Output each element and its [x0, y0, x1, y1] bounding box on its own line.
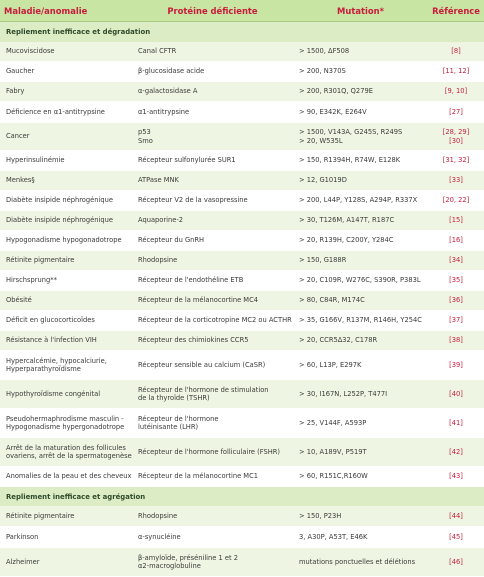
protein-cell: [132, 256, 293, 264]
disease-cell: [0, 47, 132, 55]
disease-cell-line: Hyperparathyroïdisme: [6, 365, 81, 373]
protein-cell-line: Aquaporine-2: [138, 216, 184, 225]
protein-cell-line: Récepteur de la mélanocortine MC4: [138, 296, 258, 305]
reference-cell[interactable]: [428, 128, 484, 145]
protein-cell-line: Récepteur des chimiokines CCR5: [138, 336, 249, 345]
disease-cell-line: Résistance à l'infection VIH: [6, 336, 97, 345]
disease-cell-line: Déficience en α1-antitrypsine: [6, 107, 105, 116]
protein-cell-line: Récepteur V2 de la vasopressine: [138, 196, 248, 205]
table-row: [0, 231, 484, 251]
reference-cell-line: [35]: [449, 276, 463, 285]
reference-cell-line: [39]: [449, 360, 463, 369]
reference-cell-line: [45]: [449, 532, 463, 541]
protein-cell-line: ATPase MNK: [138, 176, 179, 185]
protein-cell: [132, 47, 293, 55]
protein-cell: [132, 128, 293, 145]
protein-cell-line: lutéinisante (LHR): [138, 423, 199, 431]
protein-cell: [132, 386, 293, 403]
mutation-cell: [293, 156, 428, 164]
reference-cell-line: [28, 29]: [442, 128, 470, 137]
reference-cell-line: [41]: [449, 418, 463, 427]
protein-cell-line: Récepteur de l'endothéline ETB: [138, 276, 244, 285]
table-row: [0, 251, 484, 271]
mutation-cell: [293, 87, 428, 95]
mutation-cell: [293, 419, 428, 427]
mutation-cell: [293, 216, 428, 224]
protein-cell: [132, 361, 293, 369]
disease-cell-line: Alzheimer: [6, 557, 40, 566]
reference-cell-line: [38]: [449, 336, 463, 345]
mutation-cell: [293, 558, 428, 566]
disease-cell: [0, 533, 132, 541]
reference-cell[interactable]: [428, 216, 484, 224]
mutation-cell-line: > 90, E342K, E264V: [299, 107, 367, 116]
reference-cell[interactable]: [428, 108, 484, 116]
mutation-cell-line: > 150, P23H: [299, 511, 342, 520]
protein-cell-line: Récepteur de l'hormone de stimulation: [138, 385, 269, 394]
disease-cell-line: Hypercalcémie, hypocalciurie,: [6, 356, 107, 365]
reference-cell-line: [37]: [449, 316, 463, 325]
mutation-cell-line: 3, A30P, A53T, E46K: [299, 532, 368, 541]
disease-cell: [0, 357, 132, 374]
protein-cell: [132, 316, 293, 324]
mutation-cell-line: > 200, N370S: [299, 67, 346, 76]
disease-cell: [0, 336, 132, 344]
table-row: [0, 151, 484, 171]
reference-cell[interactable]: [428, 296, 484, 304]
mutation-cell-line: > 20, R139H, C200Y, Y284C: [299, 236, 394, 245]
disease-cell: [0, 176, 132, 184]
reference-cell-line: [44]: [449, 511, 463, 520]
protein-cell-line: Rhodopsine: [138, 256, 178, 265]
reference-cell[interactable]: [428, 361, 484, 369]
table-row: [0, 311, 484, 331]
reference-cell-line: [30]: [449, 136, 463, 145]
section-header: Repliement inefficace et agrégation: [0, 487, 484, 506]
disease-cell-line: Diabète insipide néphrogénique: [6, 216, 113, 225]
mutation-cell: [293, 67, 428, 75]
mutation-cell-line: > 1500, V143A, G245S, R249S: [299, 128, 403, 137]
table-row: [0, 42, 484, 62]
mutation-cell-line: mutations ponctuelles et délétions: [299, 557, 416, 566]
protein-cell-line: Récepteur de la mélanocortine MC1: [138, 472, 258, 481]
protein-cell: [132, 67, 293, 75]
protein-cell-line: α-galactosidase A: [138, 87, 198, 96]
disease-cell-line: Hypogonadisme hypergonadotrope: [6, 423, 125, 431]
section-header: Repliement inefficace et dégradation: [0, 22, 484, 42]
reference-cell-line: [11, 12]: [442, 67, 470, 76]
reference-cell-line: [42]: [449, 447, 463, 456]
protein-cell-line: β-amyloïde, préséniline 1 et 2: [138, 553, 239, 562]
reference-cell[interactable]: [428, 533, 484, 541]
protein-cell: [132, 336, 293, 344]
disease-cell-line: Déficit en glucocorticoïdes: [6, 316, 95, 325]
header-reference: Référence: [432, 5, 480, 16]
mutation-cell-line: > 25, V144F, A593P: [299, 418, 367, 427]
reference-cell[interactable]: [428, 176, 484, 184]
disease-cell: [0, 216, 132, 224]
protein-cell: [132, 196, 293, 204]
mutation-cell: [293, 390, 428, 398]
reference-cell-line: [31, 32]: [442, 156, 470, 165]
header-disease: Maladie/anomalie: [4, 5, 88, 16]
mutation-cell-line: > 1500, ΔF508: [299, 47, 350, 56]
disease-cell: [0, 276, 132, 284]
protein-cell: [132, 276, 293, 284]
protein-cell-line: de la thyroïde (TSHR): [138, 394, 210, 402]
mutation-cell: [293, 336, 428, 344]
mutation-cell-line: > 20, C109R, W276C, S390R, P383L: [299, 276, 421, 285]
table-row: [0, 548, 484, 577]
disease-cell-line: Cancer: [6, 132, 30, 141]
protein-cell: [132, 512, 293, 520]
disease-cell: [0, 196, 132, 204]
disease-cell: [0, 256, 132, 264]
table-row: [0, 102, 484, 123]
mutation-cell-line: > 150, R1394H, R74W, E128K: [299, 156, 401, 165]
disease-cell-line: Hyperinsulinémie: [6, 156, 65, 165]
table-row: [0, 191, 484, 211]
reference-cell[interactable]: [428, 512, 484, 520]
protein-cell: [132, 472, 293, 480]
protein-cell-line: Récepteur sensible au calcium (CaSR): [138, 360, 266, 369]
disease-cell-line: Fabry: [6, 87, 25, 96]
disease-cell-line: Rétinite pigmentaire: [6, 256, 75, 265]
header-mutation: Mutation*: [337, 5, 384, 16]
disease-cell: [0, 512, 132, 520]
disease-cell: [0, 156, 132, 164]
mutation-cell: [293, 256, 428, 264]
protein-cell-line: Récepteur de l'hormone: [138, 414, 219, 423]
mutation-cell: [293, 196, 428, 204]
mutation-cell: [293, 316, 428, 324]
disease-cell-line: Diabète insipide néphrogénique: [6, 196, 113, 205]
reference-cell-line: [9, 10]: [444, 87, 468, 96]
mutation-cell: [293, 361, 428, 369]
mutation-cell-line: > 12, G1019D: [299, 176, 347, 185]
reference-cell-line: [34]: [449, 256, 463, 265]
disease-cell-line: Pseudohermaphrodisme masculin -: [6, 414, 124, 423]
table-row: [0, 211, 484, 231]
disease-cell-line: Mucoviscidose: [6, 47, 55, 56]
protein-cell: [132, 296, 293, 304]
table-row: [0, 467, 484, 487]
protein-cell: [132, 156, 293, 164]
mutation-cell-line: > 30, I167N, L252P, T477I: [299, 389, 388, 398]
header-protein: Protéine déficiente: [167, 5, 258, 16]
mutation-cell: [293, 128, 428, 145]
table-row: [0, 171, 484, 191]
reference-cell-line: [33]: [449, 176, 463, 185]
protein-cell: [132, 176, 293, 184]
mutation-cell-line: > 60, L13P, E297K: [299, 360, 362, 369]
disease-cell: [0, 67, 132, 75]
disease-cell-line: Hirschsprung**: [6, 276, 57, 285]
reference-cell[interactable]: [428, 156, 484, 164]
mutation-cell: [293, 512, 428, 520]
reference-cell[interactable]: [428, 448, 484, 456]
disease-cell: [0, 390, 132, 398]
protein-cell-line: Récepteur du GnRH: [138, 236, 205, 245]
mutation-cell-line: > 150, G188R: [299, 256, 347, 265]
mutation-cell: [293, 108, 428, 116]
disease-cell: [0, 558, 132, 566]
protein-cell-line: α2-macroglobuline: [138, 562, 201, 570]
protein-cell: [132, 448, 293, 456]
reference-cell-line: [46]: [449, 557, 463, 566]
reference-cell[interactable]: [428, 419, 484, 427]
mutation-cell-line: > 200, R301Q, Q279E: [299, 87, 373, 96]
reference-cell[interactable]: [428, 336, 484, 344]
table-row: [0, 123, 484, 151]
mutation-cell: [293, 47, 428, 55]
mutation-cell: [293, 276, 428, 284]
reference-cell[interactable]: [428, 87, 484, 95]
reference-cell[interactable]: [428, 47, 484, 55]
disease-cell: [0, 236, 132, 244]
disease-cell-line: Gaucher: [6, 67, 35, 76]
protein-cell-line: p53: [138, 128, 151, 137]
table-row: [0, 506, 484, 527]
reference-cell[interactable]: [428, 390, 484, 398]
mutation-cell: [293, 296, 428, 304]
protein-cell-line: Rhodopsine: [138, 511, 178, 520]
mutation-cell-line: > 20, CCR5Δ32, C178R: [299, 336, 378, 345]
protein-cell-line: α-synucléine: [138, 532, 181, 541]
protein-cell: [132, 87, 293, 95]
protein-cell: [132, 108, 293, 116]
table-row: [0, 409, 484, 438]
table-row: [0, 380, 484, 409]
disease-cell: [0, 444, 132, 461]
protein-cell-line: Canal CFTR: [138, 47, 177, 56]
mutation-cell-line: > 10, A189V, P519T: [299, 447, 367, 456]
disease-cell: [0, 87, 132, 95]
disease-cell-line: Hypogonadisme hypogonadotrope: [6, 236, 122, 245]
mutation-cell-line: > 60, R151C,R160W: [299, 472, 368, 481]
disease-cell: [0, 132, 132, 140]
disease-cell: [0, 108, 132, 116]
table-row: [0, 62, 484, 82]
reference-cell-line: [20, 22]: [442, 196, 470, 205]
reference-cell-line: [27]: [449, 107, 463, 116]
reference-cell-line: [16]: [449, 236, 463, 245]
protein-cell: [132, 236, 293, 244]
reference-cell[interactable]: [428, 236, 484, 244]
reference-cell-line: [40]: [449, 389, 463, 398]
reference-cell[interactable]: [428, 558, 484, 566]
disease-cell-line: Menkes§: [6, 176, 35, 185]
mutation-cell-line: > 20, W535L: [299, 136, 343, 145]
table-body: [0, 22, 484, 577]
mutation-cell: [293, 448, 428, 456]
mutation-cell: [293, 176, 428, 184]
disease-cell-line: Rétinite pigmentaire: [6, 511, 75, 520]
table-row: [0, 527, 484, 548]
table-row: [0, 82, 484, 102]
mutation-cell: [293, 533, 428, 541]
table-row: [0, 331, 484, 351]
protein-cell-line: β-glucosidase acide: [138, 67, 205, 76]
mutation-cell-line: > 200, L44P, Y128S, A294P, R337X: [299, 196, 418, 205]
disease-cell-line: ovariens, arrêt de la spermatogenèse: [6, 452, 132, 460]
reference-cell-line: [15]: [449, 216, 463, 225]
mutation-cell-line: > 35, G166V, R137M, R146H, Y254C: [299, 316, 422, 325]
protein-cell: [132, 554, 293, 571]
disease-cell: [0, 296, 132, 304]
protein-cell-line: α1-antitrypsine: [138, 107, 190, 116]
table-row: [0, 351, 484, 380]
table-row: [0, 291, 484, 311]
protein-cell-line: Récepteur sulfonylurée SUR1: [138, 156, 236, 165]
disease-cell-line: Arrêt de la maturation des follicules: [6, 443, 126, 452]
mutation-cell: [293, 236, 428, 244]
reference-cell[interactable]: [428, 316, 484, 324]
reference-cell[interactable]: [428, 196, 484, 204]
reference-cell-line: [36]: [449, 296, 463, 305]
table-row: [0, 438, 484, 467]
reference-cell[interactable]: [428, 256, 484, 264]
protein-cell: [132, 415, 293, 432]
protein-cell-line: Récepteur de la corticotropine MC2 ou ACTHR: [138, 316, 292, 325]
disease-cell-line: Obésité: [6, 296, 32, 305]
mutation-cell-line: > 80, C84R, M174C: [299, 296, 365, 305]
disease-cell-line: Anomalies de la peau et des cheveux: [6, 472, 132, 481]
reference-cell[interactable]: [428, 472, 484, 480]
reference-cell[interactable]: [428, 67, 484, 75]
protein-cell-line: Récepteur de l'hormone folliculaire (FSHR): [138, 447, 281, 456]
protein-cell-line: Smo: [138, 136, 153, 145]
disease-cell: [0, 316, 132, 324]
disease-cell: [0, 472, 132, 480]
disease-cell: [0, 415, 132, 432]
reference-cell-line: [43]: [449, 472, 463, 481]
reference-cell[interactable]: [428, 276, 484, 284]
mutation-cell: [293, 472, 428, 480]
table-header: [0, 0, 484, 22]
mutation-cell-line: > 30, T126M, A147T, R187C: [299, 216, 395, 225]
disease-cell-line: Hypothyroïdisme congénital: [6, 389, 101, 398]
protein-cell: [132, 216, 293, 224]
protein-cell: [132, 533, 293, 541]
reference-cell-line: [8]: [451, 47, 461, 56]
disease-cell-line: Parkinson: [6, 532, 39, 541]
table-row: [0, 271, 484, 291]
